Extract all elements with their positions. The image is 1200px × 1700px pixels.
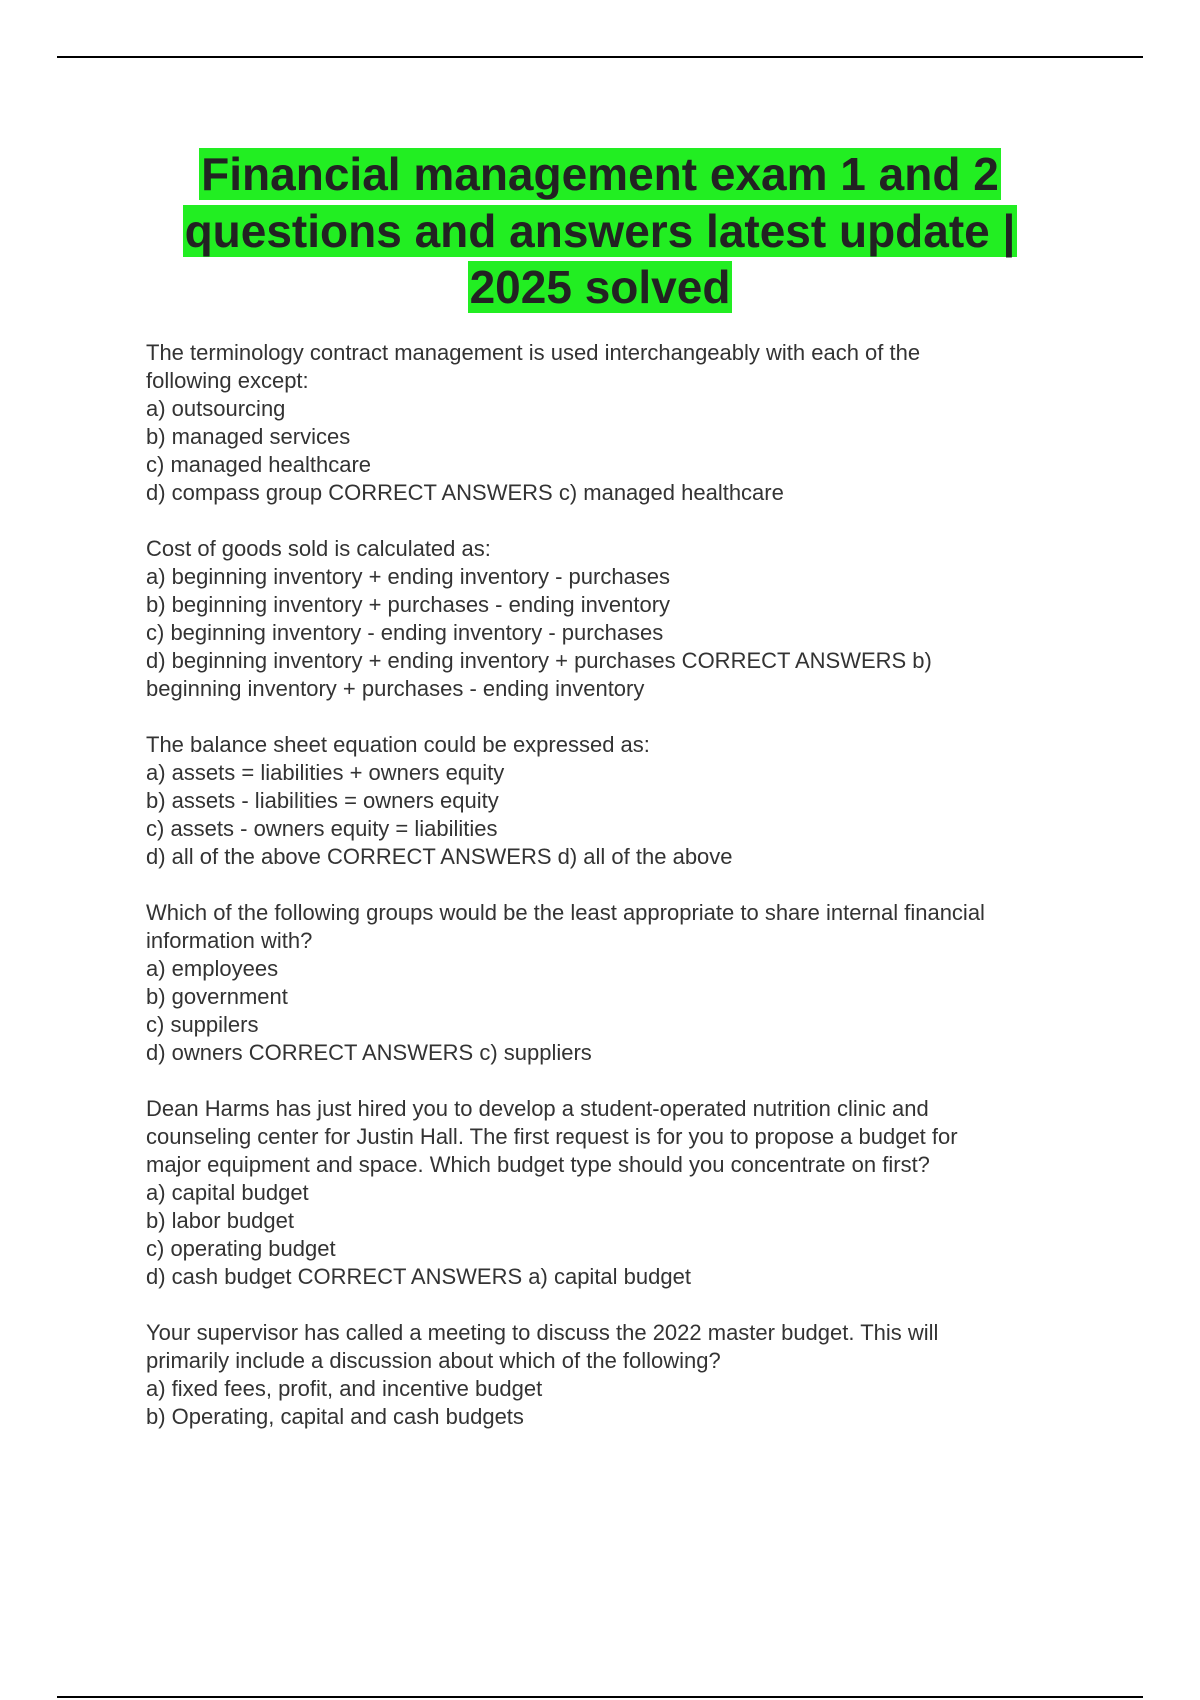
question-text: The terminology contract management is used interchangeably with each of the [146, 340, 921, 365]
answer-option: c) suppilers [146, 1012, 259, 1037]
question-text: Dean Harms has just hired you to develop a student-operated nutrition clinic and [146, 1096, 929, 1121]
question-text: counseling center for Justin Hall. The first request is for you to propose a budget for [146, 1124, 958, 1149]
answer-option: a) assets = liabilities + owners equity [146, 760, 505, 785]
correct-answer-continued: beginning inventory + purchases - ending inventory [146, 676, 645, 701]
question-5 [146, 1095, 1086, 1291]
answer-option-with-correct-answer: d) beginning inventory + ending inventory + purchases CORRECT ANSWERS b) [146, 648, 932, 673]
answer-option: a) employees [146, 956, 279, 981]
answer-option: b) labor budget [146, 1208, 294, 1233]
question-2 [146, 535, 1086, 703]
question-text: information with? [146, 928, 313, 953]
document-title [100, 146, 1100, 316]
question-text: Cost of goods sold is calculated as: [146, 536, 491, 561]
answer-option: b) managed services [146, 424, 351, 449]
title-line-2: questions and answers latest update | [184, 204, 1016, 257]
question-4 [146, 899, 1086, 1067]
answer-option: c) assets - owners equity = liabilities [146, 816, 498, 841]
question-3 [146, 731, 1086, 871]
title-line-3: 2025 solved [469, 261, 731, 313]
answer-option: c) managed healthcare [146, 452, 372, 477]
answer-option: b) beginning inventory + purchases - ending inventory [146, 592, 671, 617]
answer-option-with-correct-answer: d) owners CORRECT ANSWERS c) suppliers [146, 1040, 592, 1065]
bottom-rule [57, 1696, 1143, 1698]
question-list [146, 339, 1086, 1459]
answer-option: b) government [146, 984, 288, 1009]
answer-option: a) outsourcing [146, 396, 286, 421]
top-rule [57, 56, 1143, 58]
answer-option: c) operating budget [146, 1236, 336, 1261]
answer-option-with-correct-answer: d) all of the above CORRECT ANSWERS d) all of the above [146, 844, 733, 869]
question-text: following except: [146, 368, 309, 393]
question-1 [146, 339, 1086, 507]
title-line-1: Financial management exam 1 and 2 [201, 148, 999, 200]
answer-option-with-correct-answer: d) compass group CORRECT ANSWERS c) managed healthcare [146, 480, 784, 505]
question-6 [146, 1319, 1086, 1431]
question-text: Which of the following groups would be the least appropriate to share internal financial [146, 900, 985, 925]
question-text: Your supervisor has called a meeting to discuss the 2022 master budget. This will [146, 1320, 939, 1345]
question-text: major equipment and space. Which budget type should you concentrate on first? [146, 1152, 930, 1177]
answer-option: a) capital budget [146, 1180, 309, 1205]
question-text: primarily include a discussion about which of the following? [146, 1348, 721, 1373]
answer-option: c) beginning inventory - ending inventory - purchases [146, 620, 664, 645]
answer-option: a) fixed fees, profit, and incentive budget [146, 1376, 543, 1401]
answer-option: b) Operating, capital and cash budgets [146, 1404, 524, 1429]
answer-option: a) beginning inventory + ending inventory - purchases [146, 564, 671, 589]
answer-option-with-correct-answer: d) cash budget CORRECT ANSWERS a) capital budget [146, 1264, 691, 1289]
answer-option: b) assets - liabilities = owners equity [146, 788, 499, 813]
question-text: The balance sheet equation could be expressed as: [146, 732, 650, 757]
